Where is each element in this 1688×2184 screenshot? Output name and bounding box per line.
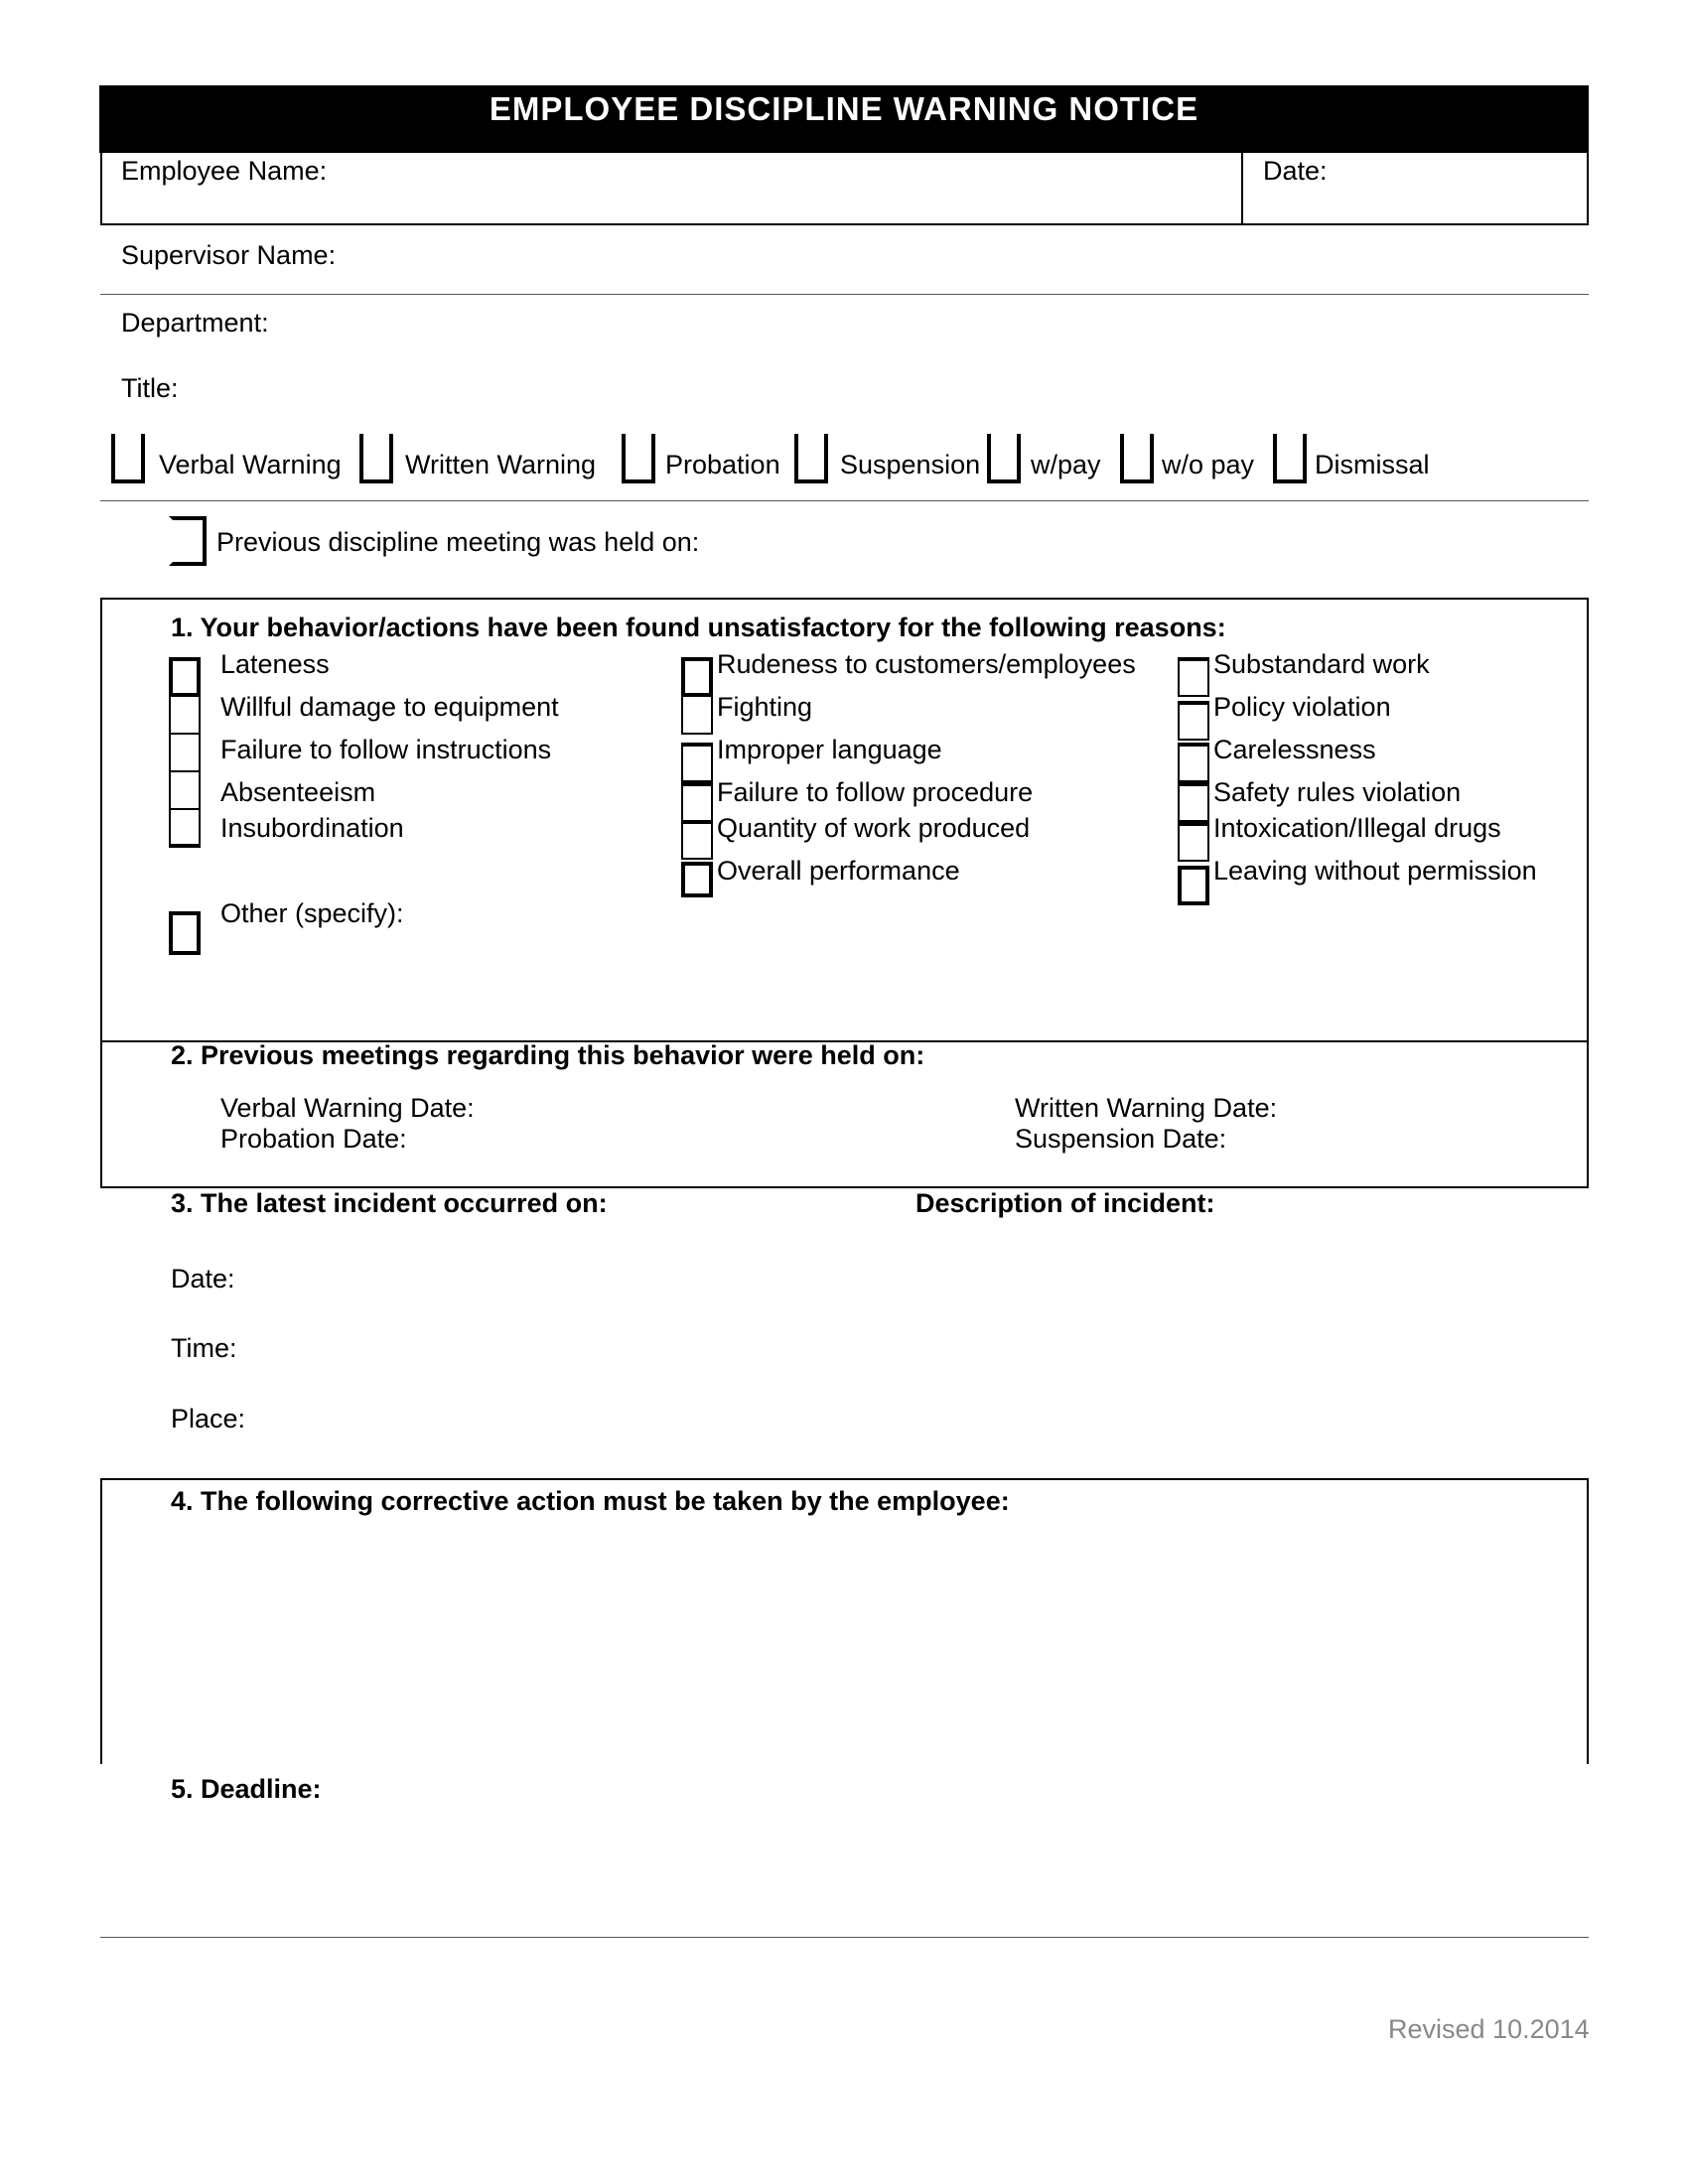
other-checkbox[interactable] bbox=[169, 911, 201, 955]
section4-left-border bbox=[100, 1478, 102, 1764]
written-warning-checkbox[interactable] bbox=[359, 434, 393, 483]
failure-procedure-checkbox[interactable] bbox=[681, 782, 713, 822]
rudeness-checkbox[interactable] bbox=[681, 657, 713, 697]
suspension-date-field[interactable]: Suspension Date: bbox=[1015, 1124, 1227, 1154]
incident-description-label: Description of incident: bbox=[915, 1188, 1215, 1218]
section1-top-border bbox=[100, 598, 1589, 600]
quantity-of-work-label: Quantity of work produced bbox=[717, 813, 1031, 843]
with-pay-checkbox[interactable] bbox=[987, 434, 1021, 483]
section4-right-border bbox=[1587, 1478, 1589, 1764]
section1-left-border bbox=[100, 598, 102, 1187]
incident-date-field[interactable]: Date: bbox=[171, 1264, 235, 1294]
improper-language-checkbox[interactable] bbox=[681, 743, 713, 782]
safety-rules-label: Safety rules violation bbox=[1213, 777, 1462, 807]
rudeness-label: Rudeness to customers/employees bbox=[717, 649, 1136, 679]
probation-label: Probation bbox=[665, 450, 780, 479]
probation-checkbox[interactable] bbox=[622, 434, 655, 483]
incident-place-field[interactable]: Place: bbox=[171, 1404, 246, 1433]
department-field[interactable]: Department: bbox=[121, 308, 269, 338]
written-warning-date-field[interactable]: Written Warning Date: bbox=[1015, 1093, 1278, 1123]
substandard-work-checkbox[interactable] bbox=[1178, 657, 1209, 697]
without-pay-label: w/o pay bbox=[1162, 450, 1255, 479]
leaving-without-permission-checkbox[interactable] bbox=[1178, 866, 1209, 905]
policy-violation-label: Policy violation bbox=[1213, 692, 1391, 722]
willful-damage-label: Willful damage to equipment bbox=[220, 692, 559, 722]
verbal-warning-checkbox[interactable] bbox=[111, 434, 145, 483]
insubordination-label: Insubordination bbox=[220, 813, 404, 843]
bottom-divider bbox=[100, 1937, 1589, 1938]
verbal-warning-label: Verbal Warning bbox=[159, 450, 342, 479]
failure-instructions-checkbox[interactable] bbox=[169, 733, 201, 772]
with-pay-label: w/pay bbox=[1031, 450, 1101, 479]
fighting-checkbox[interactable] bbox=[681, 695, 713, 735]
box-bottom-border bbox=[100, 223, 1589, 225]
box-right-border bbox=[1587, 153, 1589, 224]
policy-violation-checkbox[interactable] bbox=[1178, 701, 1209, 741]
absenteeism-label: Absenteeism bbox=[220, 777, 376, 807]
written-warning-label: Written Warning bbox=[405, 450, 597, 479]
absenteeism-checkbox[interactable] bbox=[169, 770, 201, 810]
probation-date-field[interactable]: Probation Date: bbox=[220, 1124, 407, 1154]
improper-language-label: Improper language bbox=[717, 735, 942, 764]
fighting-label: Fighting bbox=[717, 692, 813, 722]
overall-performance-checkbox[interactable] bbox=[681, 862, 713, 897]
lateness-label: Lateness bbox=[220, 649, 330, 679]
dismissal-checkbox[interactable] bbox=[1273, 434, 1307, 483]
divider bbox=[100, 294, 1589, 295]
intoxication-label: Intoxication/Illegal drugs bbox=[1213, 813, 1501, 843]
lateness-checkbox[interactable] bbox=[169, 657, 201, 697]
form-title: EMPLOYEE DISCIPLINE WARNING NOTICE bbox=[489, 90, 1199, 127]
section2-heading: 2. Previous meetings regarding this behavior were held on: bbox=[171, 1040, 925, 1070]
intoxication-checkbox[interactable] bbox=[1178, 822, 1209, 862]
section1-right-border bbox=[1587, 598, 1589, 1187]
verbal-warning-date-field[interactable]: Verbal Warning Date: bbox=[220, 1093, 475, 1123]
section3-heading: 3. The latest incident occurred on: bbox=[171, 1188, 608, 1218]
previous-meeting-label: Previous discipline meeting was held on: bbox=[216, 527, 700, 557]
overall-performance-label: Overall performance bbox=[717, 856, 960, 886]
carelessness-label: Carelessness bbox=[1213, 735, 1376, 764]
box-left-border bbox=[100, 153, 102, 224]
quantity-of-work-checkbox[interactable] bbox=[681, 820, 713, 860]
section4-top-border bbox=[100, 1478, 1589, 1480]
box-divider bbox=[1241, 153, 1243, 224]
incident-time-field[interactable]: Time: bbox=[171, 1333, 237, 1363]
other-label: Other (specify): bbox=[220, 898, 404, 928]
carelessness-checkbox[interactable] bbox=[1178, 743, 1209, 782]
date-field[interactable]: Date: bbox=[1263, 156, 1328, 186]
willful-damage-checkbox[interactable] bbox=[169, 695, 201, 735]
dismissal-label: Dismissal bbox=[1315, 450, 1430, 479]
title-field[interactable]: Title: bbox=[121, 373, 179, 403]
previous-meeting-checkbox[interactable] bbox=[169, 516, 207, 566]
supervisor-name-field[interactable]: Supervisor Name: bbox=[121, 240, 337, 270]
employee-name-field[interactable]: Employee Name: bbox=[121, 156, 328, 186]
safety-rules-checkbox[interactable] bbox=[1178, 782, 1209, 822]
revised-date: Revised 10.2014 bbox=[1388, 2014, 1590, 2044]
without-pay-checkbox[interactable] bbox=[1120, 434, 1154, 483]
leaving-without-permission-label: Leaving without permission bbox=[1213, 856, 1537, 886]
suspension-checkbox[interactable] bbox=[794, 434, 828, 483]
failure-procedure-label: Failure to follow procedure bbox=[717, 777, 1034, 807]
divider bbox=[100, 500, 1589, 501]
section5-heading[interactable]: 5. Deadline: bbox=[171, 1774, 322, 1804]
section1-heading: 1. Your behavior/actions have been found unsatisfactory for the following reasons: bbox=[171, 613, 1226, 642]
section4-heading: 4. The following corrective action must be taken by the employee: bbox=[171, 1486, 1010, 1516]
insubordination-checkbox[interactable] bbox=[169, 808, 201, 848]
suspension-label: Suspension bbox=[840, 450, 981, 479]
substandard-work-label: Substandard work bbox=[1213, 649, 1430, 679]
failure-instructions-label: Failure to follow instructions bbox=[220, 735, 552, 764]
